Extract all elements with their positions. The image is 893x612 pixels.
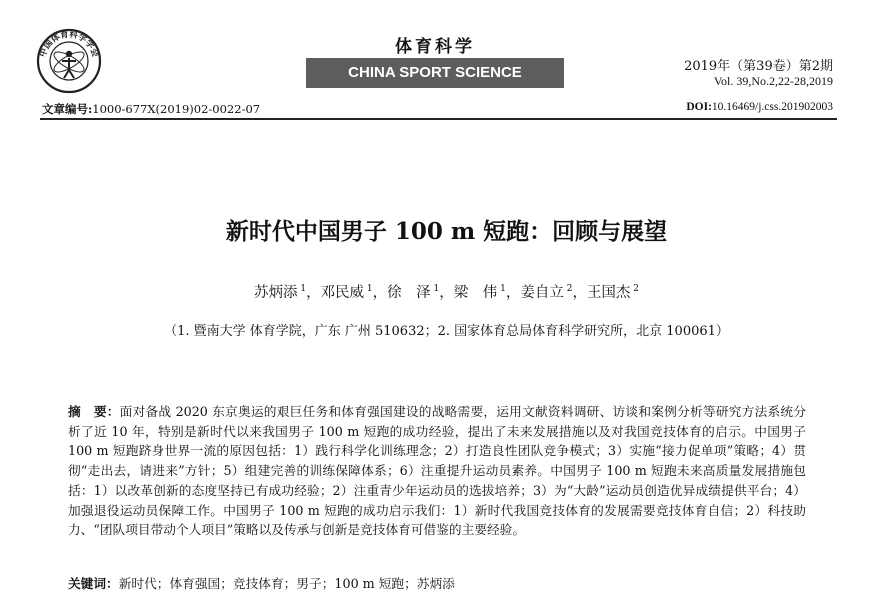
author-affiliation-marker: 2: [630, 284, 640, 295]
seal-text: 中国体育科学学会: [38, 29, 100, 59]
abstract-text: 面对备战 2020 东京奥运的艰巨任务和体育强国建设的战略需要，运用文献资料调研、访谈和案例分析等研究方法系统分析了近 10 年，特别是新时代以来我国男子 100 m 短跑的成功经验，提出了未来发展措施以及对我国竞技体育的启示。中国男子 100 m 短跑跻身世界一流的原因包括：1）践行科学化训练理念；2）打造良性团队竞争模式；3）实施“接力促单项”策略；4）贯彻“走出去，请进来”方针；5）组建完善的训练保障体系；6）注重提升运动员素养。中国男子 100 m 短跑未来高质量发展措施包括：1）以改革创新的态度坚持已有成功经验；2）注重青少年运动员的选拔培养；3）为“大龄”运动员创造优异成绩提供平台；4）加强退役运动员保障工作。中国男子 100 m 短跑的成功启示我们：1）新时代我国竞技体育的发展需要竞技体育自信；2）科技助力、“团队项目带动个人项目”策略以及传承与创新是竞技体育可借鉴的主要经验。: [68, 404, 807, 538]
author-name: 王国杰: [586, 285, 631, 301]
author-separator: ，: [505, 285, 521, 301]
keywords-label: 关键词：: [68, 576, 119, 591]
header-rule: [40, 118, 837, 120]
author-separator: ，: [306, 285, 321, 301]
author-name: 姜自立: [520, 285, 564, 301]
journal-title-cn: 体育科学: [395, 37, 475, 57]
author-affiliation-marker: 1: [297, 284, 307, 295]
article-title: 新时代中国男子 100 m 短跑：回顾与展望: [225, 218, 668, 245]
doi: [686, 101, 833, 113]
doi-label: DOI:: [686, 101, 712, 113]
article-number: [42, 101, 260, 117]
author-list: [0, 281, 893, 302]
abstract-label: 摘 要：: [68, 404, 120, 419]
author-separator: ，: [372, 285, 388, 301]
author-affiliation-marker: 1: [364, 284, 373, 295]
author-affiliation-marker: 2: [563, 284, 573, 295]
author-separator: ，: [439, 285, 454, 301]
doi-value: 10.16469/j.css.201902003: [711, 101, 833, 113]
author-affiliation-marker: 1: [430, 284, 440, 295]
society-seal-logo: [36, 28, 102, 94]
author-name: 徐 泽: [387, 285, 431, 301]
year-issue: 2019年（第39卷）第2期: [684, 59, 833, 74]
keywords-text: 新时代；体育强国；竞技体育；男子；100 m 短跑；苏炳添: [118, 576, 455, 591]
author-affiliation-marker: 1: [497, 284, 506, 295]
author-separator: ，: [572, 285, 587, 301]
abstract: [68, 402, 806, 540]
keywords: [68, 573, 808, 592]
author-name: 苏炳添: [253, 285, 298, 301]
article-number-value: 1000-677X(2019)02-0022-07: [92, 102, 261, 116]
volume-pages: Vol. 39,No.2,22-28,2019: [713, 74, 833, 88]
journal-title-en: CHINA SPORT SCIENCE: [306, 58, 564, 88]
author-name: 邓民威: [320, 285, 365, 301]
article-number-label: 文章编号:: [42, 102, 93, 116]
affiliations: （1. 暨南大学 体育学院，广东 广州 510632；2. 国家体育总局体育科学研究所，北京 100061）: [164, 324, 729, 339]
author-name: 梁 伟: [453, 285, 498, 301]
